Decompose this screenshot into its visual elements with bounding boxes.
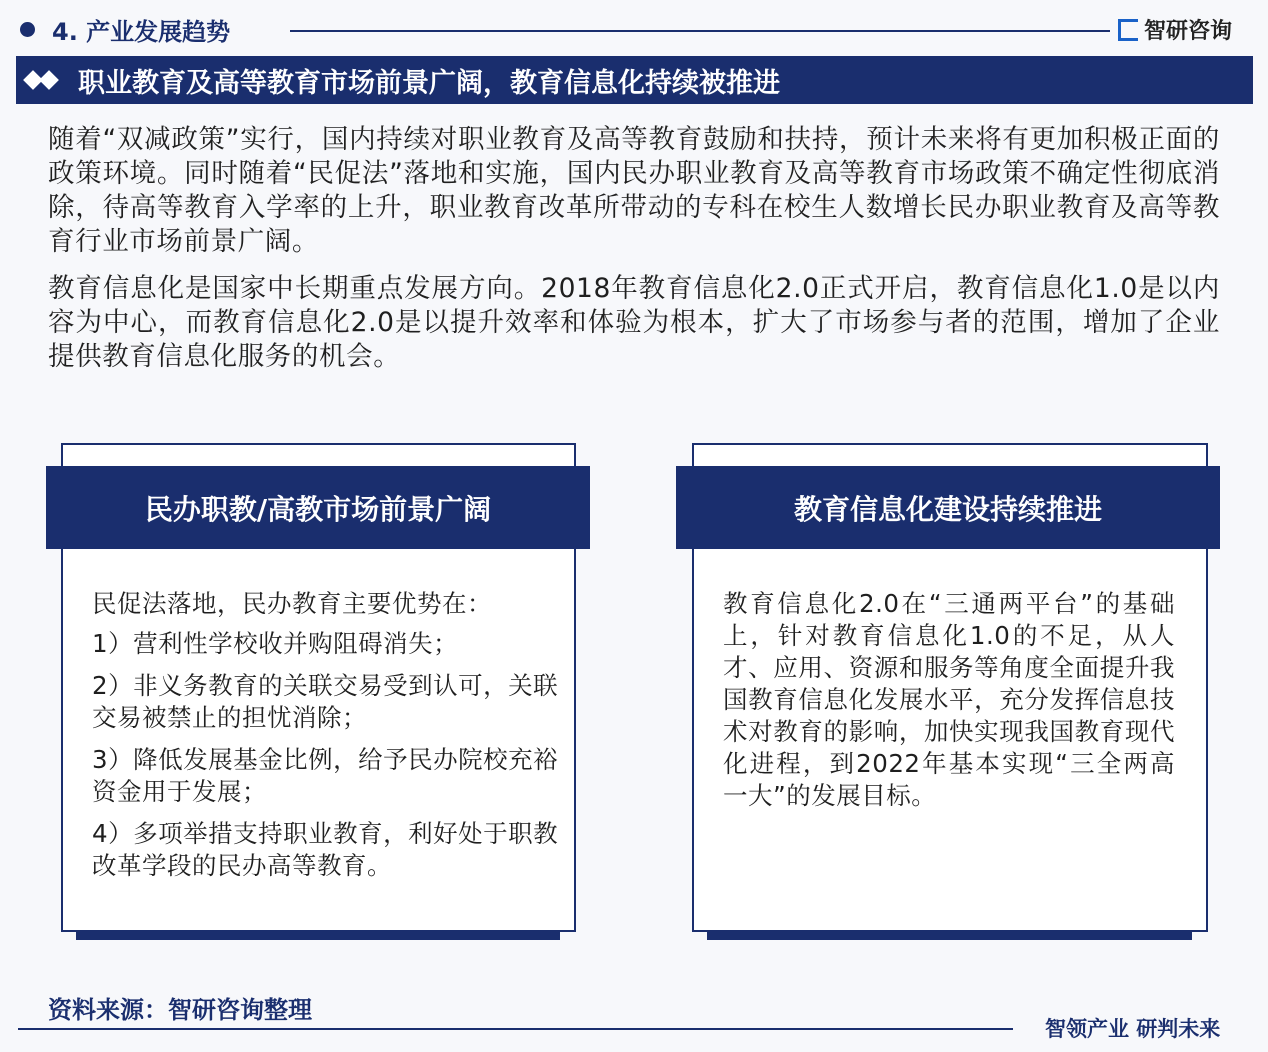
- section-title: 4. 产业发展趋势: [52, 18, 231, 46]
- list-item: 民促法落地，民办教育主要优势在：: [92, 589, 492, 618]
- right-panel-header: 教育信息化建设持续推进: [676, 466, 1220, 549]
- list-item: 3）降低发展基金比例，给予民办院校充裕资金用于发展；: [92, 745, 559, 806]
- brand-logo-icon: [1118, 19, 1138, 41]
- list-item: 4）多项举措支持职业教育，利好处于职教改革学段的民办高等教育。: [92, 819, 559, 880]
- footer-divider: [18, 1028, 1013, 1030]
- section-bullet-icon: [20, 22, 35, 37]
- brand: [1118, 14, 1232, 45]
- slogan: 智领产业 研判未来: [1045, 1017, 1221, 1041]
- header-divider: [290, 30, 1110, 32]
- list-item: 1）营利性学校收并购阻碍消失；: [92, 629, 459, 658]
- list-item: 2）非义务教育的关联交易受到认可，关联交易被禁止的担忧消除；: [92, 671, 559, 732]
- right-panel-body: 教育信息化2.0在“三通两平台”的基础上，针对教育信息化1.0的不足，从人才、应用、资源和服务等角度全面提升我国教育信息化发展水平，充分发挥信息技术对教育的影响，加快实现我国教育现代化进程，到2022年基本实现“三全两高一大”的发展目标。: [723, 589, 1175, 810]
- title-banner: [16, 56, 1253, 104]
- paragraph-1: 随着“双减政策”实行，国内持续对职业教育及高等教育鼓励和扶持，预计未来将有更加积极正面的政策环境。同时随着“民促法”落地和实施，国内民办职业教育及高等教育市场政策不确定性彻底消除，待高等教育入学率的上升，职业教育改革所带动的专科在校生人数增长民办职业教育及高等教育行业市场前景广阔。: [48, 124, 1220, 257]
- source-note: 资料来源：智研咨询整理: [48, 996, 312, 1024]
- diamond-icon: [39, 70, 59, 90]
- left-panel-header: 民办职教/高教市场前景广阔: [46, 466, 590, 549]
- left-panel-body: [92, 588, 562, 892]
- paragraph-2: 教育信息化是国家中长期重点发展方向。2018年教育信息化2.0正式开启，教育信息化1.0是以内容为中心，而教育信息化2.0是以提升效率和体验为根本，扩大了市场参与者的范围，增加了企业提供教育信息化服务的机会。: [48, 273, 1220, 372]
- brand-name: 智研咨询: [1144, 19, 1233, 44]
- banner-title: 职业教育及高等教育市场前景广阔，教育信息化持续被推进: [78, 67, 780, 99]
